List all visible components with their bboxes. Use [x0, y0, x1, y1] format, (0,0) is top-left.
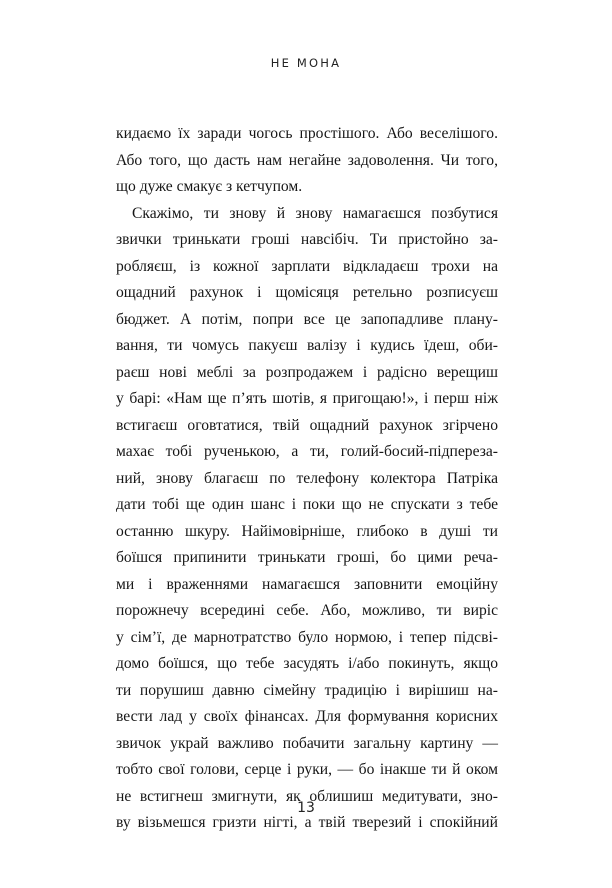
text-line: бюджет. А потім, попри все це запопадливе плану-	[116, 310, 498, 328]
text-line: раєш нові меблі за розпродажем і радісно верещиш	[116, 363, 498, 381]
text-line: ощадний рахунок і щомісяця ретельно розписуєш	[116, 284, 498, 301]
running-header-title: НЕ МОНА	[270, 56, 342, 70]
text-line: ву візьмешся гризти нігті, а твій тверезий і спокійний	[116, 814, 498, 831]
text-line: тобто свої голови, серце і руки, — бо інакше ти й оком	[116, 761, 498, 778]
text-line: ти порушиш давню сімейну традицію і вирішиш на-	[116, 681, 498, 699]
text-line: Скажімо, ти знову й знову намагаєшся позбутися	[132, 204, 498, 222]
text-line: у сім’ї, де марнотратство було нормою, і тепер підсві-	[116, 628, 498, 646]
text-line: ми і враженнями намагаєшся заповнити емоційну	[116, 575, 498, 593]
body-text	[116, 121, 498, 837]
text-line: Або того, що дасть нам негайне задоволення. Чи того,	[116, 151, 498, 169]
page-number: 13	[297, 800, 315, 816]
text-line: робляєш, із кожної зарплати відкладаєш трохи на	[116, 257, 498, 275]
text-line: кидаємо їх заради чогось простішого. Або веселішого.	[116, 125, 498, 142]
text-line: у барі: «Нам ще п’ять шотів, я пригощаю!», і перш ніж	[116, 390, 498, 407]
text-line: порожнечу всередині себе. Або, можливо, ти виріс	[116, 602, 498, 619]
text-line: звичок украй важливо побачити загальну картину —	[116, 734, 498, 752]
text-line: домо боїшся, що тебе засудять і/або покинуть, якщо	[116, 655, 498, 672]
text-line: що дуже смакує з кетчупом.	[116, 178, 303, 195]
text-line: звички тринькати гроші навсібіч. Ти пристойно за-	[116, 231, 498, 248]
text-line: боїшся припинити тринькати гроші, бо цими реча-	[116, 549, 498, 566]
text-line: останню шкуру. Найімовірніше, глибоко в душі ти	[116, 522, 498, 540]
text-line: махає тобі рученькою, а ти, голий-босий-підперезa-	[116, 443, 498, 460]
text-line: вання, ти чомусь пакуєш валізу і кудись їдеш, оби-	[116, 337, 498, 354]
text-line: вести лад у своїх фінансах. Для формування корисних	[116, 708, 498, 725]
text-line: ний, знову благаєш по телефону колектора Патріка	[116, 469, 498, 487]
text-line: не встигнеш змигнути, як облишиш медитувати, зно-	[116, 787, 498, 805]
text-line: встигаєш оговтатися, твій ощадний рахунок згірчено	[116, 416, 498, 434]
text-line: дати тобі ще один шанс і поки що не спускати з тебе	[116, 496, 498, 513]
